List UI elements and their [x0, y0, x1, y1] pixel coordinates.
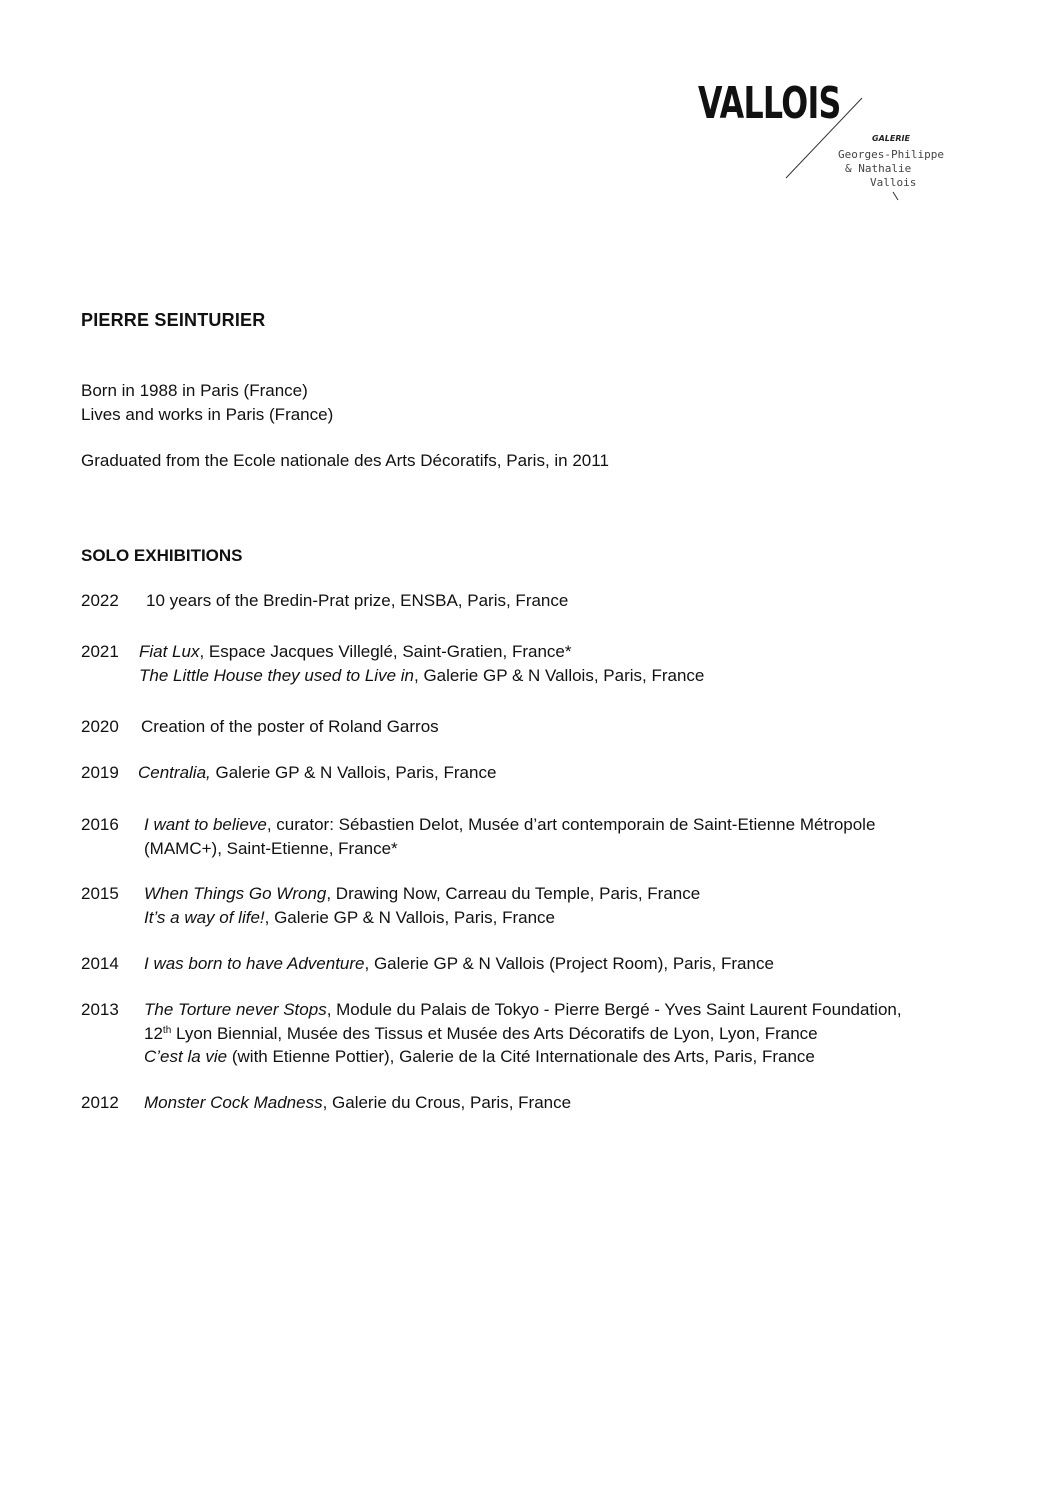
ordinal-suffix: th	[162, 1024, 172, 1036]
exhibition-line	[144, 1091, 571, 1115]
exhibition-line	[144, 952, 774, 976]
exhibition-line	[144, 813, 875, 837]
logo-line-2: & Nathalie	[845, 162, 912, 175]
exhibition-title: I was born to have Adventure	[144, 954, 365, 973]
exhibition-line	[144, 1022, 902, 1046]
exhibition-details: , Espace Jacques Villeglé, Saint-Gratien, France*	[199, 642, 572, 661]
exhibition-year: 2020	[81, 717, 119, 736]
exhibition-details: , Galerie du Crous, Paris, France	[322, 1093, 572, 1112]
exhibition-year: 2019	[81, 763, 119, 782]
exhibition-title: The Little House they used to Live in	[139, 665, 414, 685]
exhibition-title: I want to believe	[144, 815, 267, 834]
logo-line-1: Georges-Philippe	[838, 148, 944, 161]
exhibition-details: Lyon Biennial, Musée des Tissus et Musée des Arts Décoratifs de Lyon, Lyon, France	[171, 1023, 818, 1043]
exhibition-line: Creation of the poster of Roland Garros	[141, 717, 439, 736]
exhibition-title: When Things Go Wrong	[144, 884, 327, 903]
education-info: Graduated from the Ecole nationale des Arts Décoratifs, Paris, in 2011	[81, 451, 609, 470]
exhibition-details: , Galerie GP & N Vallois (Project Room), Paris, France	[364, 954, 774, 973]
exhibition-details: , Module du Palais de Tokyo - Pierre Bergé - Yves Saint Laurent Foundation,	[326, 1000, 902, 1019]
exhibition-line	[138, 761, 496, 785]
logo-galerie-label: GALERIE	[872, 134, 910, 143]
residence-info: Lives and works in Paris (France)	[81, 405, 334, 424]
exhibition-details: , curator: Sébastien Delot, Musée d’art contemporain de Saint-Etienne Métropole	[266, 815, 876, 834]
exhibition-title: Monster Cock Madness	[144, 1093, 323, 1112]
exhibition-line	[144, 882, 700, 906]
exhibition-year: 2012	[81, 1093, 119, 1112]
exhibition-line	[144, 998, 902, 1022]
exhibition-details: , Drawing Now, Carreau du Temple, Paris, France	[326, 884, 701, 903]
exhibition-year: 2021	[81, 642, 119, 661]
exhibition-line	[144, 906, 700, 930]
exhibition-year: 2015	[81, 884, 119, 903]
exhibition-line: (MAMC+), Saint-Etienne, France*	[144, 838, 398, 858]
exhibition-title: The Torture never Stops	[144, 1000, 327, 1019]
exhibition-line	[144, 1045, 902, 1069]
exhibition-year: 2022	[81, 591, 119, 610]
exhibition-details: (with Etienne Pottier), Galerie de la Cité Internationale des Arts, Paris, France	[227, 1047, 815, 1066]
exhibition-year: 2014	[81, 954, 119, 973]
artist-name: PIERRE SEINTURIER	[81, 310, 266, 330]
exhibition-year: 2016	[81, 815, 119, 834]
exhibition-details: , Galerie GP & N Vallois, Paris, France	[264, 907, 556, 927]
exhibition-line: 10 years of the Bredin-Prat prize, ENSBA, Paris, France	[146, 591, 569, 610]
exhibition-title: Fiat Lux	[139, 642, 200, 661]
exhibition-title: Centralia,	[138, 763, 211, 782]
exhibition-line	[139, 664, 704, 688]
exhibition-line	[139, 640, 704, 664]
gallery-logo	[690, 70, 970, 210]
solo-exhibitions-heading: SOLO EXHIBITIONS	[81, 546, 243, 565]
birth-info: Born in 1988 in Paris (France)	[81, 381, 308, 400]
exhibition-details: , Galerie GP & N Vallois, Paris, France	[414, 665, 705, 685]
exhibition-title: It’s a way of life!	[144, 907, 265, 927]
logo-wordmark: VALLOIS	[698, 78, 841, 129]
exhibition-year: 2013	[81, 1000, 119, 1019]
exhibition-title: C’est la vie	[144, 1047, 228, 1066]
exhibition-details: Galerie GP & N Vallois, Paris, France	[210, 763, 497, 782]
biennial-number: 12	[144, 1023, 163, 1043]
logo-line-3: Vallois	[870, 176, 917, 189]
